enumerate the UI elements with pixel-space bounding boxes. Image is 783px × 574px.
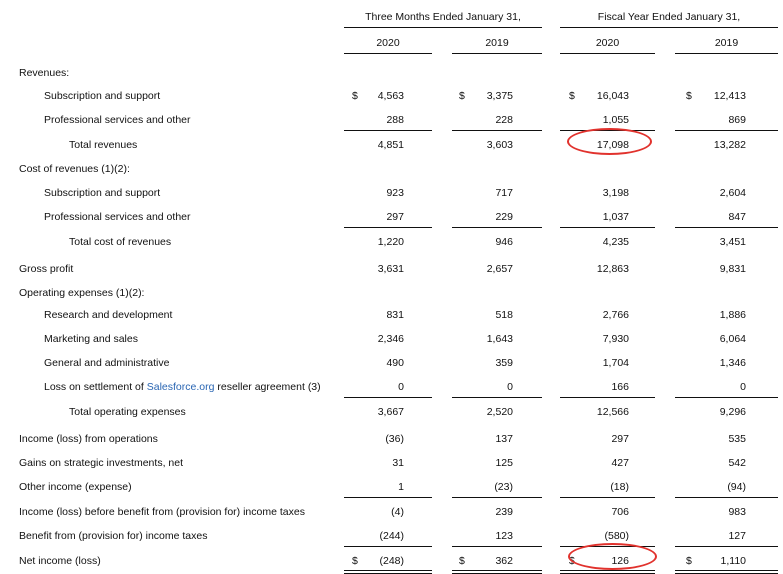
row-label [19, 506, 305, 518]
value-cell: 359 [495, 357, 513, 369]
value-cell: 9,831 [719, 263, 746, 275]
row-label [19, 555, 101, 567]
row-label-text: Income (loss) before benefit from (provision for) income taxes [19, 506, 305, 518]
value-cell: 362 [495, 555, 513, 567]
value-cell: 2,657 [486, 263, 513, 275]
row-label-text: Other income (expense) [19, 481, 132, 493]
header-three-months: Three Months Ended January 31, [365, 11, 521, 23]
currency-symbol: $ [459, 555, 465, 567]
value-cell: 4,235 [602, 236, 629, 248]
value-cell: 7,930 [602, 333, 629, 345]
row-label [19, 67, 69, 79]
value-cell: 9,296 [719, 406, 746, 418]
value-cell: 847 [728, 211, 746, 223]
value-cell: 2,346 [377, 333, 404, 345]
value-cell: 706 [611, 506, 629, 518]
row-label-text: Total revenues [69, 139, 138, 151]
header-rule-1 [344, 27, 542, 28]
value-cell: (94) [727, 481, 746, 493]
currency-symbol: $ [459, 90, 465, 102]
row-label [69, 139, 137, 151]
subtotal-rule [560, 497, 655, 498]
salesforce-org-link[interactable]: Salesforce.org [146, 381, 215, 393]
value-cell: 946 [495, 236, 513, 248]
subtotal-rule [675, 397, 778, 398]
value-cell: 983 [728, 506, 746, 518]
value-cell: 2,604 [719, 187, 746, 199]
subtotal-rule [344, 397, 432, 398]
value-cell: 13,282 [713, 139, 746, 151]
value-cell: 2,766 [602, 309, 629, 321]
value-cell: 127 [728, 530, 746, 542]
row-label [44, 309, 172, 321]
subtotal-rule [344, 497, 432, 498]
value-cell: (248) [379, 555, 404, 567]
row-label-text: Gross profit [19, 263, 74, 275]
currency-symbol: $ [686, 90, 692, 102]
value-cell: 1 [398, 481, 404, 493]
value-cell: 12,413 [713, 90, 746, 102]
value-cell: (580) [604, 530, 629, 542]
row-label-text: Marketing and sales [44, 333, 138, 345]
row-label [19, 481, 132, 493]
value-cell: 1,704 [602, 357, 629, 369]
subtotal-rule [344, 130, 432, 131]
row-label [69, 236, 171, 248]
value-cell: 923 [386, 187, 404, 199]
row-label-text: Operating expenses (1)(2): [19, 287, 145, 299]
row-label [69, 406, 186, 418]
value-cell: 490 [386, 357, 404, 369]
value-cell: 831 [386, 309, 404, 321]
subtotal-rule [560, 227, 655, 228]
currency-symbol: $ [352, 90, 358, 102]
row-label [44, 381, 321, 393]
row-label [44, 211, 191, 223]
row-label [19, 530, 208, 542]
subtotal-rule [452, 227, 542, 228]
year-rule-1 [344, 53, 432, 54]
row-label-text: Gains on strategic investments, net [19, 457, 183, 469]
subtotal-rule [452, 130, 542, 131]
year-header-q-2020: 2020 [376, 37, 400, 49]
value-cell: 229 [495, 211, 513, 223]
value-cell: 12,566 [596, 406, 629, 418]
year-header-fy-2019: 2019 [714, 37, 739, 49]
row-label-text: Cost of revenues (1)(2): [19, 163, 130, 175]
value-cell: 16,043 [596, 90, 629, 102]
value-cell: (36) [385, 433, 404, 445]
value-cell: 288 [386, 114, 404, 126]
subtotal-rule [344, 227, 432, 228]
value-cell: (23) [494, 481, 513, 493]
row-label-text: Research and development [44, 309, 173, 321]
row-label-text: Professional services and other [44, 211, 191, 223]
year-header-q-2019: 2019 [485, 37, 509, 49]
year-rule-4 [675, 53, 778, 54]
value-cell: 4,563 [377, 90, 404, 102]
row-label-text: Professional services and other [44, 114, 191, 126]
subtotal-rule [675, 130, 778, 131]
year-header-fy-2020: 2020 [595, 37, 620, 49]
currency-symbol: $ [352, 555, 358, 567]
subtotal-rule [452, 497, 542, 498]
subtotal-rule [344, 546, 432, 547]
value-cell: 717 [495, 187, 513, 199]
row-label [19, 433, 158, 445]
value-cell: 31 [392, 457, 404, 469]
total-double-rule [452, 570, 542, 571]
row-label [44, 357, 169, 369]
total-double-rule [675, 570, 778, 571]
value-cell: 2,520 [486, 406, 513, 418]
value-cell: (18) [610, 481, 629, 493]
value-cell: 3,451 [719, 236, 746, 248]
value-cell: 869 [728, 114, 746, 126]
row-label-text: Loss on settlement of [44, 381, 147, 393]
value-cell: 535 [728, 433, 746, 445]
subtotal-rule [452, 546, 542, 547]
value-cell: 123 [495, 530, 513, 542]
value-cell: 542 [728, 457, 746, 469]
value-cell: 297 [386, 211, 404, 223]
value-cell: 3,603 [486, 139, 513, 151]
row-label-text: Total cost of revenues [69, 236, 172, 248]
value-cell: 125 [495, 457, 513, 469]
row-label-text: Benefit from (provision for) income taxes [19, 530, 208, 542]
currency-symbol: $ [569, 555, 575, 567]
value-cell: 1,643 [486, 333, 513, 345]
header-fiscal-year: Fiscal Year Ended January 31, [597, 11, 741, 23]
value-cell: 1,886 [719, 309, 746, 321]
subtotal-rule [560, 397, 655, 398]
row-label-text: Total operating expenses [69, 406, 186, 418]
year-rule-3 [560, 53, 655, 54]
currency-symbol: $ [686, 555, 692, 567]
value-cell: 228 [495, 114, 513, 126]
row-label [44, 187, 160, 199]
value-cell: 1,346 [719, 357, 746, 369]
row-label [44, 114, 191, 126]
row-label [44, 90, 160, 102]
total-double-rule [560, 570, 655, 571]
value-cell: 1,037 [602, 211, 629, 223]
value-cell: 6,064 [719, 333, 746, 345]
value-cell: 1,220 [377, 236, 404, 248]
row-label-suffix: reseller agreement (3) [214, 381, 321, 393]
value-cell: 0 [398, 381, 404, 393]
value-cell: 239 [495, 506, 513, 518]
value-cell: 126 [611, 555, 629, 567]
value-cell: 4,851 [377, 139, 404, 151]
subtotal-rule [675, 497, 778, 498]
value-cell: (4) [391, 506, 404, 518]
highlight-circle-total-revenues [567, 128, 652, 155]
value-cell: 3,198 [602, 187, 629, 199]
value-cell: 1,110 [720, 555, 746, 567]
value-cell: 297 [611, 433, 629, 445]
value-cell: 3,631 [377, 263, 404, 275]
value-cell: 0 [507, 381, 513, 393]
currency-symbol: $ [569, 90, 575, 102]
row-label-text: Net income (loss) [19, 555, 101, 567]
row-label [19, 263, 73, 275]
row-label [19, 163, 130, 175]
row-label-text: Revenues: [19, 67, 70, 79]
row-label-text: Subscription and support [44, 187, 161, 199]
year-rule-2 [452, 53, 542, 54]
row-label-text: Subscription and support [44, 90, 161, 102]
subtotal-rule [675, 546, 778, 547]
row-label [44, 333, 138, 345]
value-cell: 3,667 [377, 406, 404, 418]
total-double-rule [344, 570, 432, 571]
value-cell: 0 [740, 381, 746, 393]
row-label-text: Income (loss) from operations [19, 433, 158, 445]
value-cell: 1,055 [602, 114, 629, 126]
row-label [19, 457, 183, 469]
row-label [19, 287, 144, 299]
value-cell: 518 [495, 309, 513, 321]
subtotal-rule [675, 227, 778, 228]
value-cell: 427 [611, 457, 629, 469]
value-cell: 137 [495, 433, 513, 445]
subtotal-rule [452, 397, 542, 398]
row-label-text: General and administrative [44, 357, 170, 369]
value-cell: 3,375 [486, 90, 513, 102]
value-cell: 12,863 [596, 263, 629, 275]
value-cell: 17,098 [596, 139, 629, 151]
value-cell: (244) [379, 530, 404, 542]
value-cell: 166 [611, 381, 629, 393]
highlight-circle-net-income [568, 543, 657, 570]
header-rule-2 [560, 27, 778, 28]
